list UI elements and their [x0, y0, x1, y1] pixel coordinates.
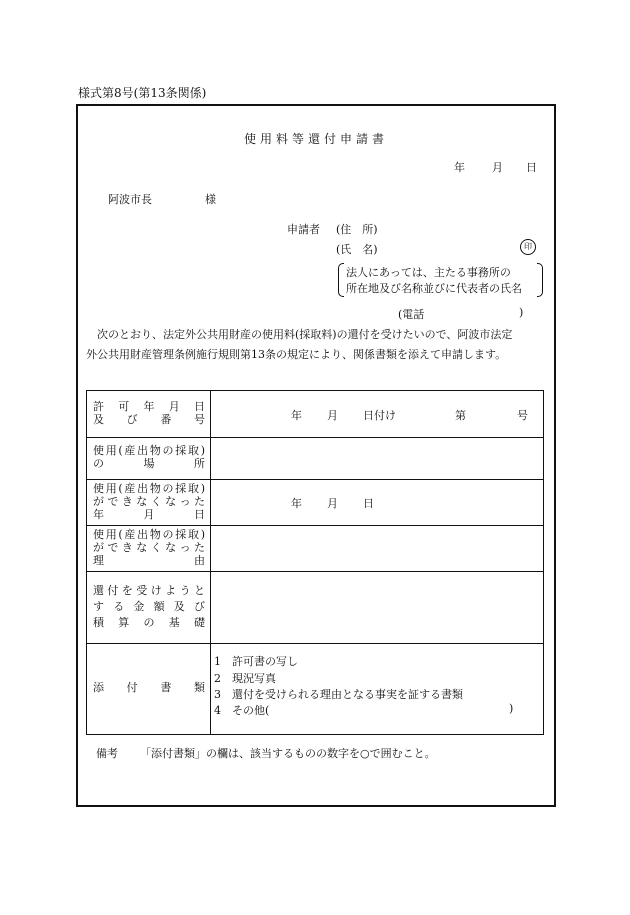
label-line: 許 可 年 月 日 [93, 400, 205, 413]
label-line: 年 月 日 [93, 508, 205, 521]
label-line: 理 由 [93, 554, 205, 567]
seal-mark: 印 [520, 239, 536, 255]
addressee-honorific: 様 [205, 193, 216, 206]
permit-day-label: 日付け [363, 409, 396, 422]
attachment-item: 3 還付を受けられる理由となる事実を証する書類 [214, 688, 463, 701]
corporate-note-line: 所在地及び名称並びに代表者の氏名 [346, 282, 522, 295]
applicant-address-label: (住 所) [336, 223, 378, 236]
label-line: 添 付 書 類 [93, 681, 205, 694]
form-code: 様式第8号(第13条関係) [78, 86, 207, 100]
date-day-label: 日 [526, 161, 537, 174]
label-cell [87, 391, 211, 437]
phone-label: (電話 [398, 308, 425, 321]
attachment-item: 2 現況写真 [214, 672, 276, 685]
permit-year-label: 年 [291, 409, 302, 422]
corporate-note [338, 263, 543, 297]
phone-close-paren: ) [519, 306, 524, 319]
permit-number-suffix: 号 [517, 409, 528, 422]
label-line: する金額及び [93, 600, 205, 613]
label-line: 積算の基礎 [93, 616, 205, 629]
table-row-attachments [87, 643, 543, 734]
end-day-label: 日 [363, 497, 374, 510]
remarks-label: 備考 [96, 747, 118, 760]
label-cell [87, 479, 211, 525]
value-cell[interactable] [211, 437, 543, 479]
table-row-place [87, 437, 543, 480]
bracket-right [537, 263, 543, 297]
table-row-permit [87, 391, 543, 438]
permit-number-prefix: 第 [455, 409, 466, 422]
permit-month-label: 月 [327, 409, 338, 422]
end-month-label: 月 [327, 497, 338, 510]
label-cell [87, 437, 211, 479]
label-line: 使用(産出物の採取) [93, 528, 205, 541]
label-line: 及 び 番 号 [93, 413, 205, 426]
end-year-label: 年 [291, 497, 302, 510]
bracket-left [338, 263, 344, 297]
label-line: の 場 所 [93, 457, 205, 470]
value-cell[interactable] [211, 479, 543, 525]
applicant-name-label: (氏 名) [336, 243, 378, 256]
body-line: 次のとおり、法定外公共用財産の使用料(採取料)の還付を受けたいので、阿波市法定 [97, 328, 513, 341]
document-title: 使用料等還付申請書 [243, 132, 388, 146]
label-line: 還付を受けようと [93, 584, 205, 597]
corporate-note-line: 法人にあっては、主たる事務所の [346, 266, 511, 279]
label-cell [87, 571, 211, 643]
date-month-label: 月 [492, 161, 503, 174]
date-year-label: 年 [454, 161, 465, 174]
label-line: ができなくなった [93, 495, 205, 508]
remarks-text: 「添付書類」の欄は、該当するものの数字を○で囲むこと。 [140, 747, 436, 760]
label-cell [87, 525, 211, 571]
table-row-reason [87, 525, 543, 572]
applicant-label: 申請者 [287, 223, 320, 236]
value-cell[interactable] [211, 571, 543, 643]
label-line: 使用(産出物の採取) [93, 482, 205, 495]
addressee-name: 阿波市長 [108, 193, 152, 206]
body-text [86, 325, 548, 365]
label-cell [87, 643, 211, 734]
application-table [86, 390, 544, 735]
table-row-refund-amount [87, 571, 543, 644]
table-row-end-date [87, 479, 543, 526]
attachment-item: 1 許可書の写し [214, 655, 298, 668]
value-cell[interactable] [211, 525, 543, 571]
value-cell[interactable] [211, 643, 543, 734]
attachment-item: 4 その他( [214, 704, 270, 717]
label-line: 使用(産出物の採取) [93, 444, 205, 457]
attachment-close-paren: ) [509, 702, 514, 715]
label-line: ができなくなった [93, 541, 205, 554]
body-line: 外公共用財産管理条例施行規則第13条の規定により、関係書類を添えて申請します。 [86, 348, 507, 361]
value-cell[interactable] [211, 391, 543, 437]
